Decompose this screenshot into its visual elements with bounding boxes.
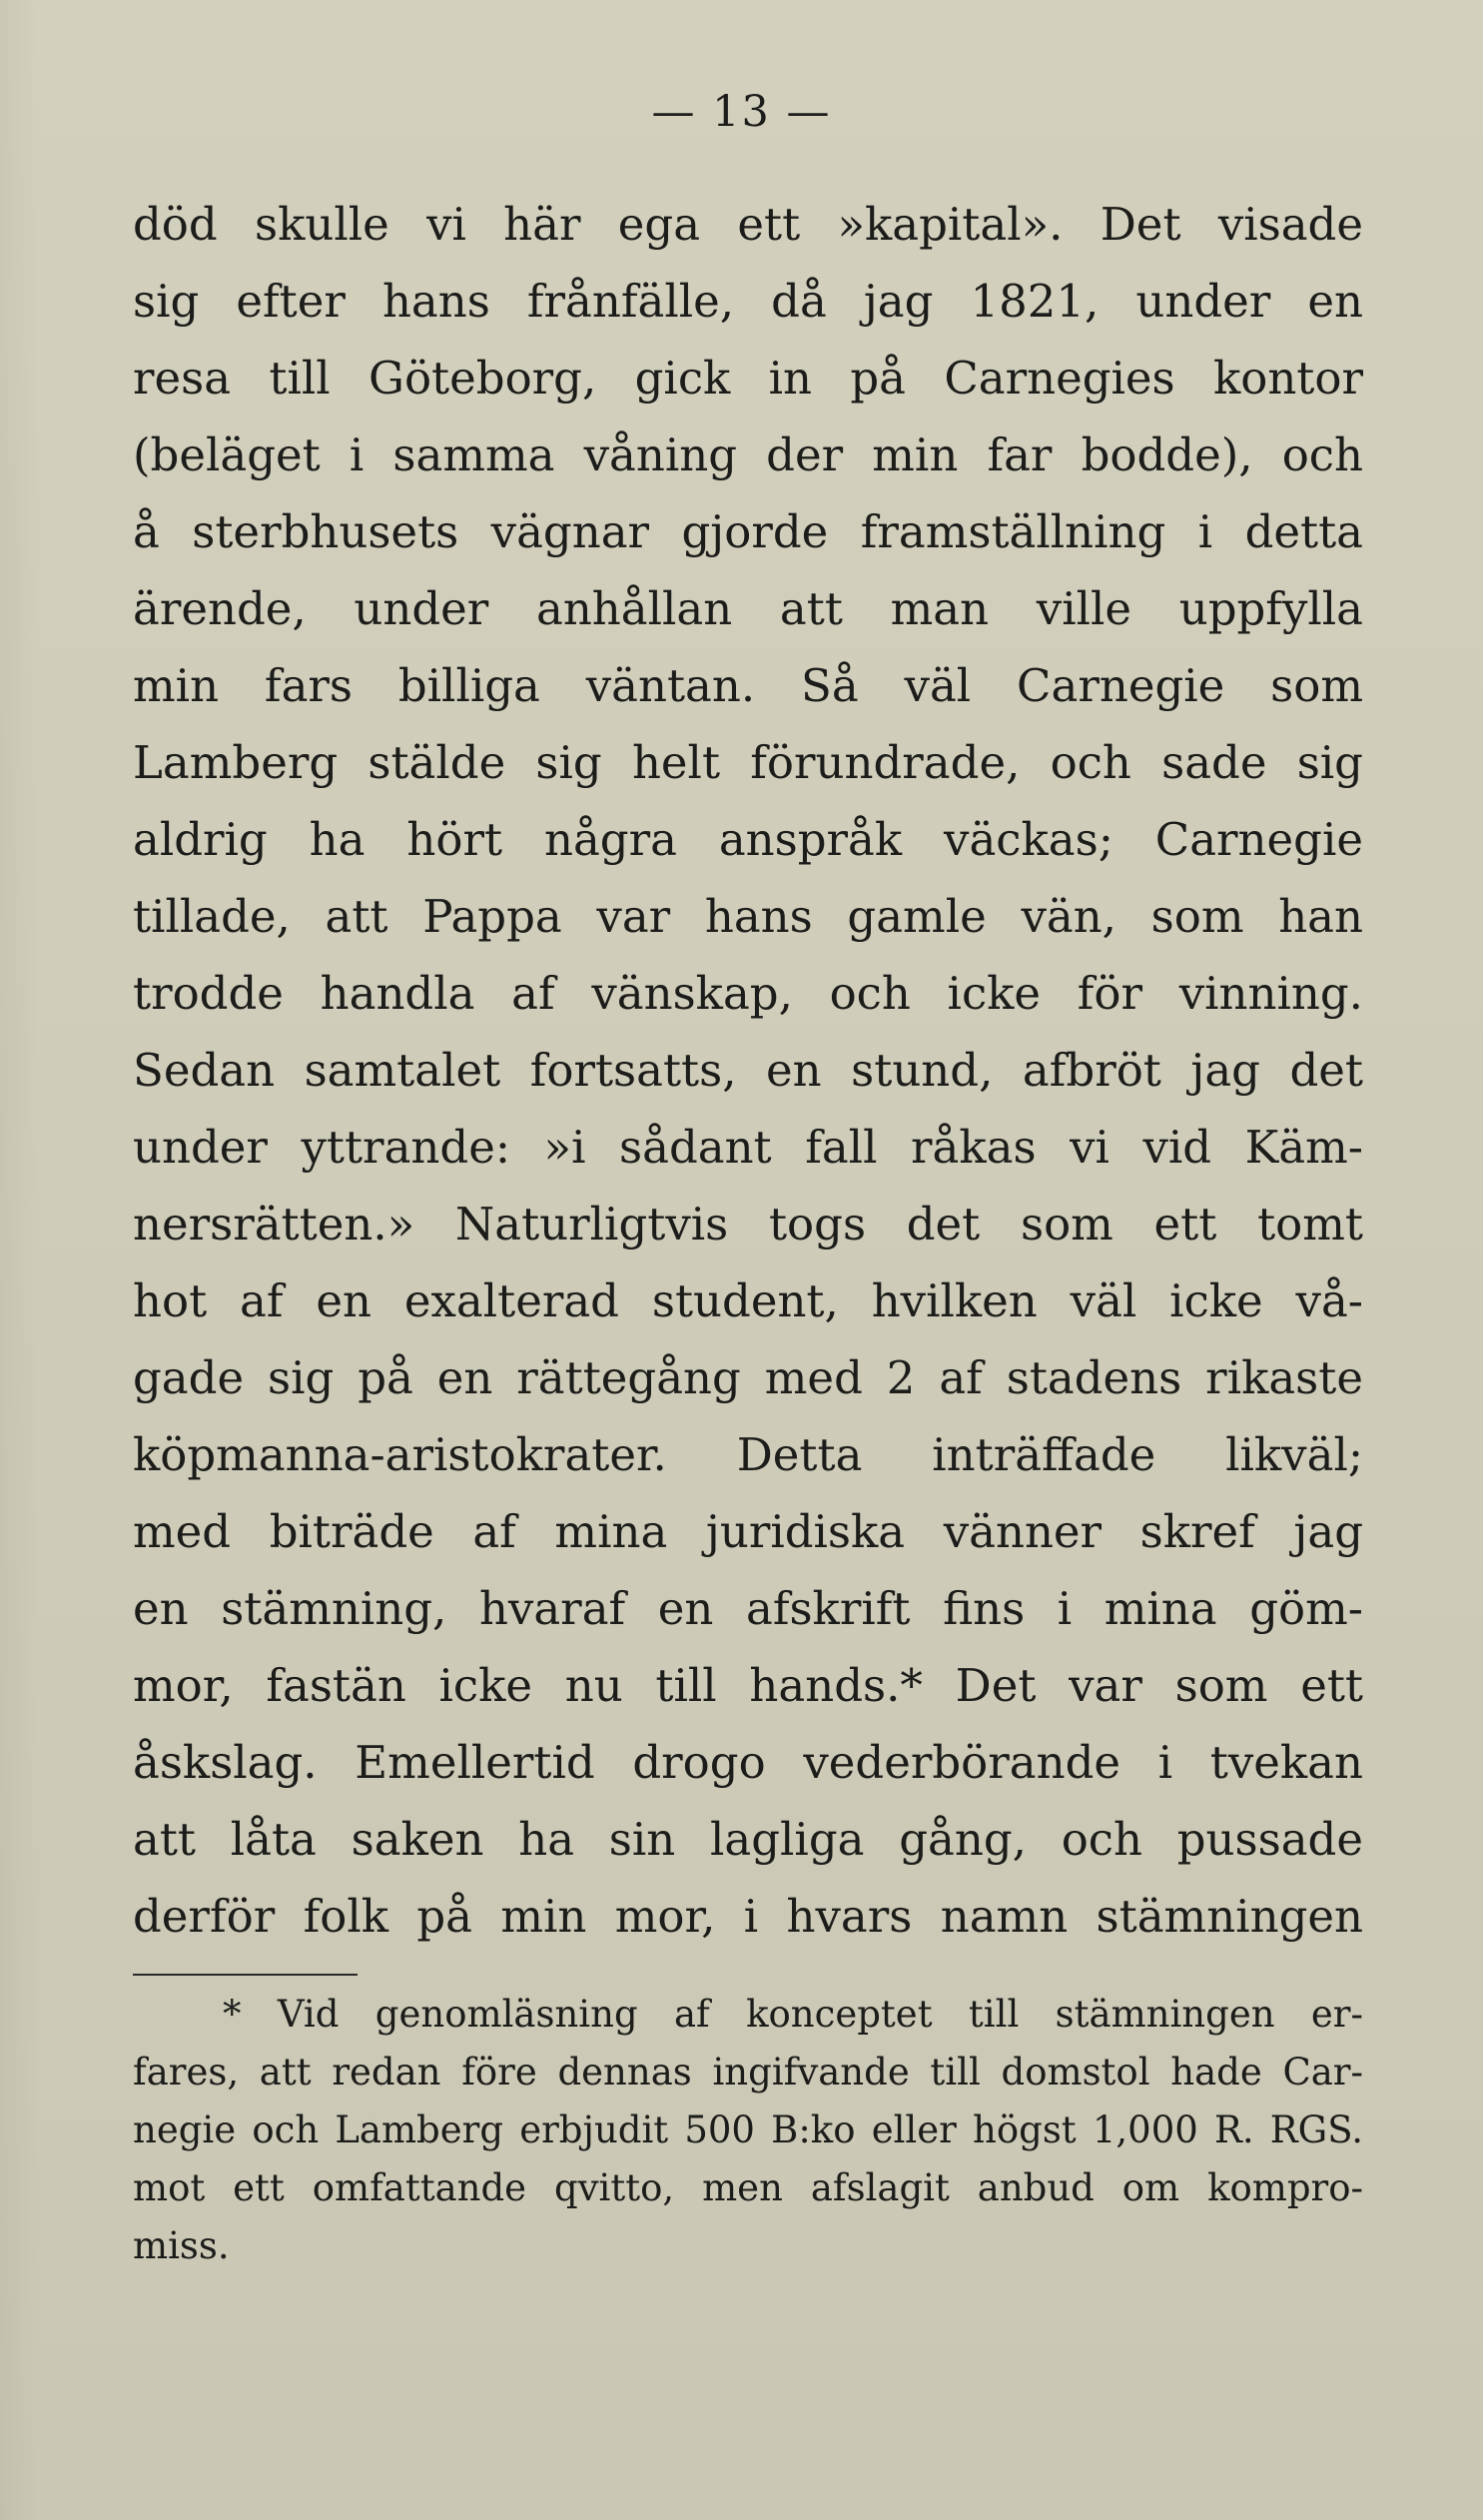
body-line: derför folk på min mor, i hvars namn stämningen: [133, 1890, 1363, 1943]
body-line: å sterbhusets vägnar gjorde framställning i detta: [133, 505, 1363, 558]
body-line: under yttrande: »i sådant fall råkas vi vid Käm-: [133, 1121, 1363, 1174]
body-line: Lamberg stälde sig helt förundrade, och sade sig: [133, 736, 1363, 789]
footnote: [133, 1986, 1363, 2275]
body-line: aldrig ha hört några anspråk väckas; Carnegie: [133, 813, 1363, 866]
body-line: med biträde af mina juridiska vänner skref jag: [133, 1505, 1363, 1558]
body-line: Sedan samtalet fortsatts, en stund, afbröt jag det: [133, 1044, 1363, 1097]
body-line: köpmanna-aristokrater. Detta inträffade likväl;: [133, 1428, 1363, 1481]
body-line: sig efter hans frånfälle, då jag 1821, under en: [133, 275, 1363, 328]
body-text: [133, 186, 1363, 1955]
body-line: mor, fastän icke nu till hands.* Det var som ett: [133, 1659, 1363, 1712]
body-line: gade sig på en rättegång med 2 af stadens rikaste: [133, 1351, 1363, 1404]
footnote-line: negie och Lamberg erbjudit 500 B:ko eller högst 1,000 R. RGS.: [133, 2108, 1363, 2151]
body-line: trodde handla af vänskap, och icke för vinning.: [133, 967, 1363, 1020]
page-number: — 13 —: [651, 87, 832, 137]
body-line: att låta saken ha sin lagliga gång, och pussade: [133, 1813, 1363, 1866]
footnote-divider: [133, 1974, 358, 1976]
body-line: ärende, under anhållan att man ville uppfylla: [133, 582, 1363, 635]
footnote-line: miss.: [133, 2224, 230, 2267]
body-line: min fars billiga väntan. Så väl Carnegie som: [133, 659, 1363, 712]
body-line: nersrätten.» Naturligtvis togs det som ett tomt: [133, 1198, 1363, 1251]
body-line: resa till Göteborg, gick in på Carnegies kontor: [133, 352, 1363, 405]
footnote-line: fares, att redan före dennas ingifvande till domstol hade Car-: [133, 2051, 1363, 2094]
body-line: död skulle vi här ega ett »kapital». Det visade: [133, 198, 1363, 251]
footnote-line: * Vid genomläsning af konceptet till stämningen er-: [223, 1993, 1363, 2036]
body-line: hot af en exalterad student, hvilken väl icke vå-: [133, 1274, 1363, 1327]
body-line: tillade, att Pappa var hans gamle vän, som han: [133, 890, 1363, 943]
body-line: (beläget i samma våning der min far bodde), och: [133, 428, 1363, 481]
footnote-line: mot ett omfattande qvitto, men afslagit anbud om kompro-: [133, 2166, 1363, 2209]
body-line: en stämning, hvaraf en afskrift fins i mina göm-: [133, 1582, 1363, 1635]
body-line: åskslag. Emellertid drogo vederbörande i tvekan: [133, 1736, 1363, 1789]
